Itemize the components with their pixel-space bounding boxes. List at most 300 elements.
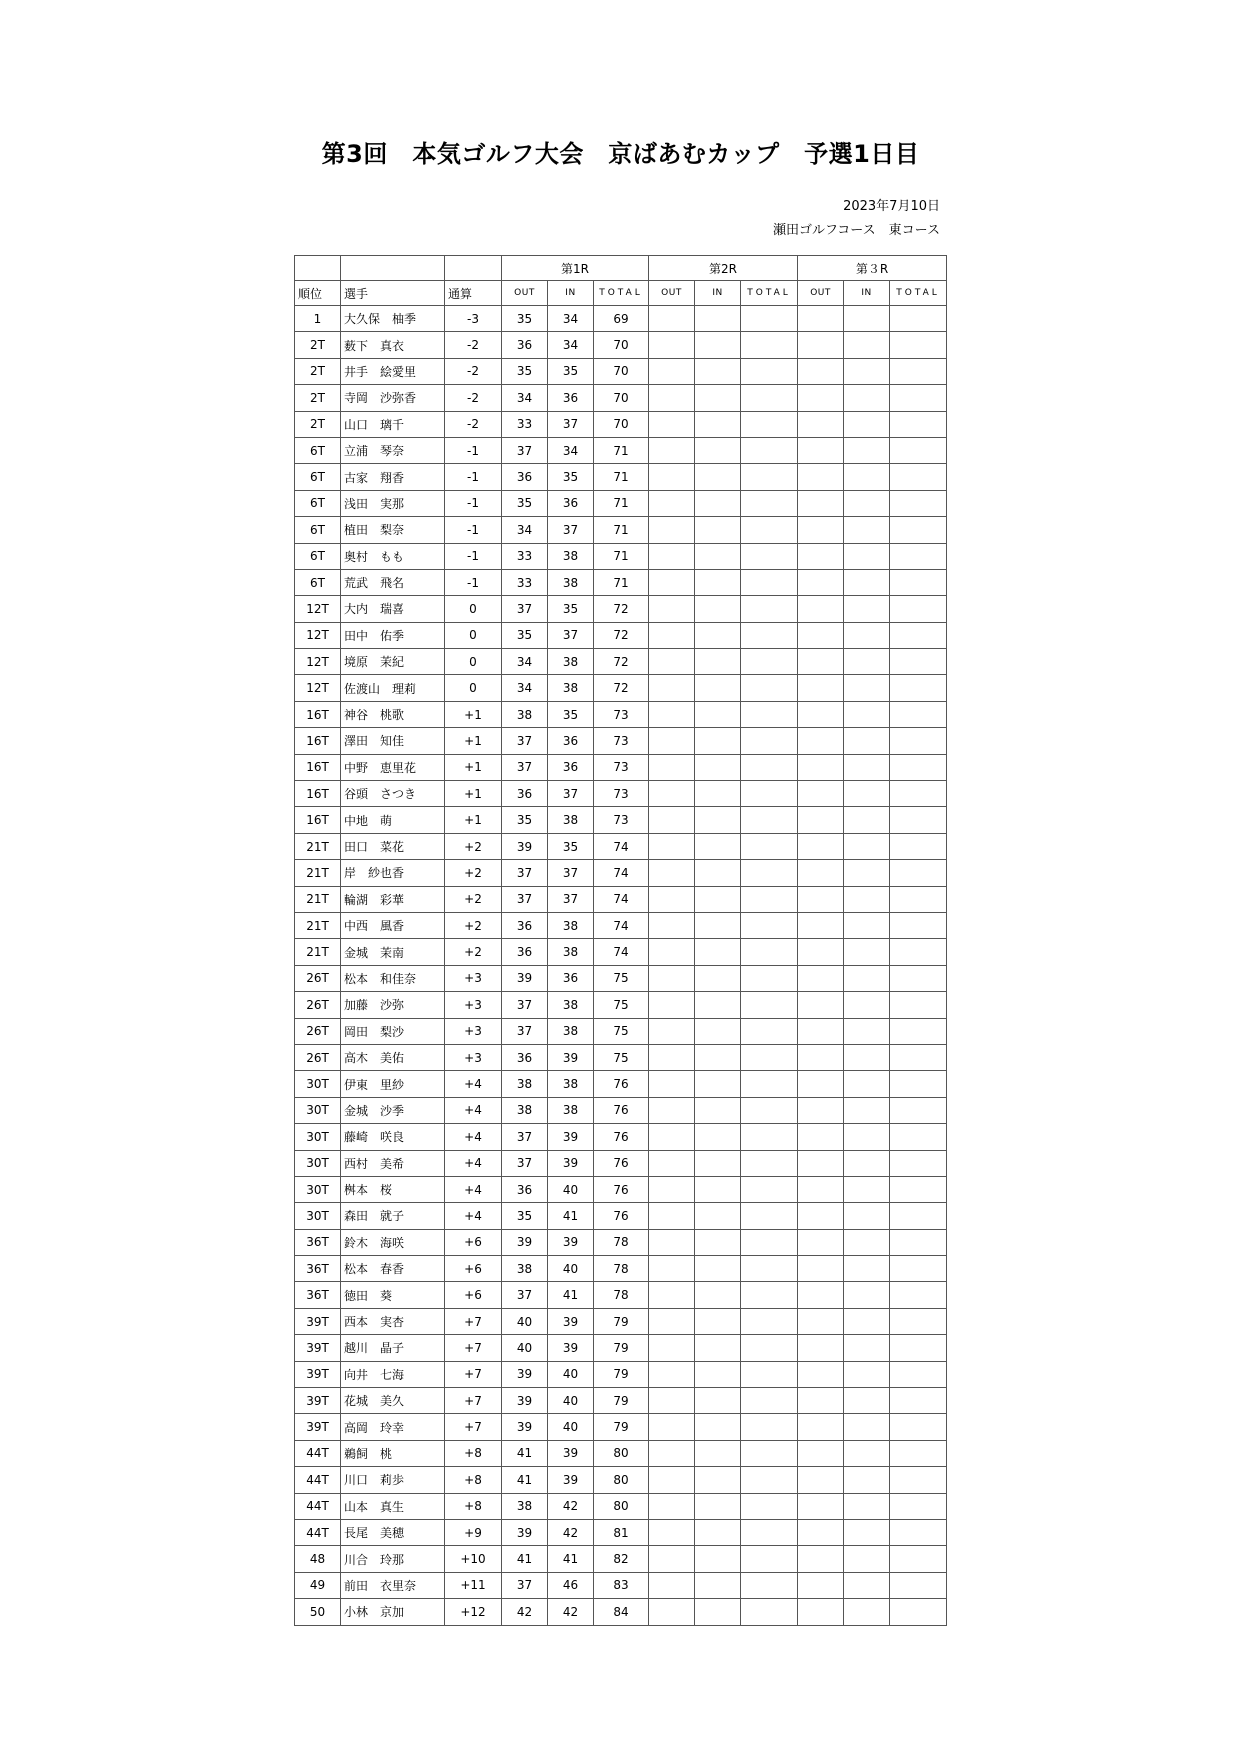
r2-total-cell (741, 1335, 798, 1361)
rank-cell: 44T (295, 1519, 341, 1545)
r1-in-cell: 41 (548, 1203, 594, 1229)
player-name-cell: 植田 梨奈 (341, 517, 445, 543)
player-name-cell: 寺岡 沙弥香 (341, 385, 445, 411)
r3-total-cell (890, 675, 947, 701)
r2-in-cell (695, 596, 741, 622)
r3-in-cell (844, 517, 890, 543)
r2-in-cell (695, 464, 741, 490)
r3-total-cell (890, 543, 947, 569)
rank-cell: 49 (295, 1572, 341, 1598)
r3-in-cell (844, 464, 890, 490)
table-row (295, 701, 947, 727)
r2-in-cell (695, 860, 741, 886)
rank-cell: 39T (295, 1335, 341, 1361)
r1-in-cell: 39 (548, 1335, 594, 1361)
r1-total-cell: 76 (594, 1203, 649, 1229)
r2-total-cell (741, 1361, 798, 1387)
r2-out-cell (649, 1493, 695, 1519)
r1-in-cell: 38 (548, 569, 594, 595)
player-name-cell: 川合 玲那 (341, 1546, 445, 1572)
table-row (295, 912, 947, 938)
rank-cell: 6T (295, 569, 341, 595)
table-row (295, 1519, 947, 1545)
r3-out-cell (798, 1361, 844, 1387)
player-name-cell: 向井 七海 (341, 1361, 445, 1387)
rank-cell: 48 (295, 1546, 341, 1572)
r3-out-cell (798, 965, 844, 991)
rank-cell: 26T (295, 1044, 341, 1070)
r2-out-cell (649, 1414, 695, 1440)
player-name-cell: 鈴木 海咲 (341, 1229, 445, 1255)
r1-out-cell: 36 (502, 1176, 548, 1202)
r1-total-cell: 84 (594, 1599, 649, 1625)
player-name-cell: 古家 翔香 (341, 464, 445, 490)
r2-total-cell (741, 1493, 798, 1519)
r3-in-cell (844, 385, 890, 411)
rank-cell: 36T (295, 1229, 341, 1255)
r3-total-cell (890, 1097, 947, 1123)
r1-in-cell: 41 (548, 1546, 594, 1572)
r2-in-cell (695, 701, 741, 727)
r3-in-cell (844, 912, 890, 938)
r1-in-cell: 36 (548, 965, 594, 991)
rank-cell: 44T (295, 1440, 341, 1466)
player-name-cell: 中西 風香 (341, 912, 445, 938)
r2-in-cell (695, 517, 741, 543)
total-par-cell: +12 (445, 1599, 502, 1625)
table-row (295, 1335, 947, 1361)
r1-out-cell: 37 (502, 437, 548, 463)
r2-total-cell (741, 1308, 798, 1334)
r3-in-cell (844, 1388, 890, 1414)
r1-in-cell: 38 (548, 543, 594, 569)
r3-total-cell (890, 1018, 947, 1044)
r1-out-cell: 37 (502, 728, 548, 754)
r1-in-cell: 39 (548, 1229, 594, 1255)
r3-in-cell (844, 490, 890, 516)
r1-in-cell: 38 (548, 1097, 594, 1123)
player-name-cell: 岡田 梨沙 (341, 1018, 445, 1044)
r3-out-cell (798, 1018, 844, 1044)
r1-out-cell: 41 (502, 1467, 548, 1493)
table-row (295, 833, 947, 859)
r1-total-cell: 76 (594, 1150, 649, 1176)
r1-total-cell: 76 (594, 1097, 649, 1123)
player-name-cell: 田口 菜花 (341, 833, 445, 859)
blank-header-cell (341, 256, 445, 281)
total-par-cell: 0 (445, 649, 502, 675)
r3-in-cell (844, 1018, 890, 1044)
r1-out-cell: 36 (502, 939, 548, 965)
r2-total-cell (741, 1388, 798, 1414)
total-par-cell: -2 (445, 411, 502, 437)
r1-out-cell: 40 (502, 1308, 548, 1334)
r2-in-cell (695, 543, 741, 569)
r3-out-cell (798, 675, 844, 701)
r3-total-header: TOTAL (890, 281, 947, 306)
r2-out-cell (649, 464, 695, 490)
player-name-cell: 山本 真生 (341, 1493, 445, 1519)
player-name-cell: 小林 京加 (341, 1599, 445, 1625)
total-par-cell: +2 (445, 860, 502, 886)
r1-total-cell: 70 (594, 358, 649, 384)
r2-total-cell (741, 807, 798, 833)
r3-out-cell (798, 490, 844, 516)
player-name-cell: 澤田 知佳 (341, 728, 445, 754)
r1-in-cell: 39 (548, 1308, 594, 1334)
r3-total-cell (890, 358, 947, 384)
r1-in-cell: 36 (548, 385, 594, 411)
rank-cell: 36T (295, 1256, 341, 1282)
r2-out-cell (649, 939, 695, 965)
r2-in-cell (695, 1572, 741, 1598)
table-row (295, 754, 947, 780)
r2-out-cell (649, 1388, 695, 1414)
r1-total-cell: 80 (594, 1493, 649, 1519)
total-par-cell: +3 (445, 965, 502, 991)
r1-in-cell: 36 (548, 728, 594, 754)
r2-in-cell (695, 1256, 741, 1282)
rank-cell: 16T (295, 728, 341, 754)
r3-in-cell (844, 1150, 890, 1176)
r1-out-cell: 34 (502, 649, 548, 675)
r3-out-cell (798, 1124, 844, 1150)
table-row (295, 1044, 947, 1070)
r2-total-cell (741, 1203, 798, 1229)
r2-total-cell (741, 358, 798, 384)
table-row (295, 886, 947, 912)
r2-total-cell (741, 701, 798, 727)
rank-cell: 30T (295, 1097, 341, 1123)
table-row (295, 649, 947, 675)
r3-out-cell (798, 1176, 844, 1202)
r1-in-cell: 37 (548, 781, 594, 807)
r1-total-cell: 72 (594, 596, 649, 622)
r1-total-cell: 70 (594, 332, 649, 358)
r3-total-cell (890, 1414, 947, 1440)
table-row (295, 517, 947, 543)
player-name-cell: 高岡 玲幸 (341, 1414, 445, 1440)
round-1-header: 第1R (502, 256, 649, 281)
r2-total-cell (741, 1572, 798, 1598)
r2-in-header: IN (695, 281, 741, 306)
r2-total-cell (741, 1467, 798, 1493)
r1-in-cell: 35 (548, 358, 594, 384)
r2-out-cell (649, 1097, 695, 1123)
r2-in-cell (695, 912, 741, 938)
r2-in-cell (695, 490, 741, 516)
r2-out-cell (649, 332, 695, 358)
player-name-cell: 大久保 柚季 (341, 306, 445, 332)
r2-out-cell (649, 807, 695, 833)
r3-total-cell (890, 1335, 947, 1361)
table-row (295, 358, 947, 384)
r1-total-cell: 78 (594, 1282, 649, 1308)
r2-total-cell (741, 385, 798, 411)
r1-out-cell: 37 (502, 860, 548, 886)
r3-total-cell (890, 437, 947, 463)
r2-total-cell (741, 912, 798, 938)
r3-out-cell (798, 1546, 844, 1572)
r2-out-cell (649, 1546, 695, 1572)
table-row (295, 437, 947, 463)
table-row (295, 1229, 947, 1255)
total-par-cell: +7 (445, 1308, 502, 1334)
r3-in-cell (844, 860, 890, 886)
r2-in-cell (695, 1308, 741, 1334)
r3-total-cell (890, 411, 947, 437)
r2-total-cell (741, 306, 798, 332)
r3-in-cell (844, 1229, 890, 1255)
r1-in-cell: 42 (548, 1493, 594, 1519)
rank-cell: 21T (295, 939, 341, 965)
r2-in-cell (695, 569, 741, 595)
table-row (295, 1599, 947, 1625)
r3-in-cell (844, 1071, 890, 1097)
r3-out-cell (798, 1440, 844, 1466)
rank-cell: 30T (295, 1203, 341, 1229)
player-name-cell: 加藤 沙弥 (341, 992, 445, 1018)
r1-total-cell: 72 (594, 622, 649, 648)
r1-total-cell: 80 (594, 1467, 649, 1493)
table-row (295, 1203, 947, 1229)
r3-in-cell (844, 1124, 890, 1150)
r2-total-cell (741, 781, 798, 807)
total-par-cell: +9 (445, 1519, 502, 1545)
player-name-cell: 高木 美佑 (341, 1044, 445, 1070)
r2-in-cell (695, 1044, 741, 1070)
column-header-row (295, 281, 947, 306)
r1-out-cell: 41 (502, 1440, 548, 1466)
r2-out-cell (649, 1256, 695, 1282)
table-row (295, 306, 947, 332)
r2-total-cell (741, 411, 798, 437)
rank-cell: 2T (295, 411, 341, 437)
player-name-cell: 花城 美久 (341, 1388, 445, 1414)
rank-cell: 6T (295, 437, 341, 463)
r1-out-cell: 36 (502, 1044, 548, 1070)
r3-out-cell (798, 1467, 844, 1493)
r3-total-cell (890, 464, 947, 490)
table-row (295, 1572, 947, 1598)
r3-total-cell (890, 622, 947, 648)
table-row (295, 1176, 947, 1202)
r1-total-cell: 70 (594, 385, 649, 411)
results-table (294, 255, 947, 1626)
r3-out-cell (798, 701, 844, 727)
rank-cell: 30T (295, 1071, 341, 1097)
r3-out-cell (798, 833, 844, 859)
r3-in-cell (844, 675, 890, 701)
r1-out-cell: 37 (502, 1124, 548, 1150)
table-row (295, 675, 947, 701)
r3-in-cell (844, 1203, 890, 1229)
r3-total-cell (890, 781, 947, 807)
r2-total-cell (741, 1176, 798, 1202)
r2-in-cell (695, 1203, 741, 1229)
table-row (295, 569, 947, 595)
r1-total-cell: 73 (594, 754, 649, 780)
r1-out-cell: 37 (502, 596, 548, 622)
r3-in-cell (844, 358, 890, 384)
r2-total-cell (741, 886, 798, 912)
rank-cell: 50 (295, 1599, 341, 1625)
r3-in-cell (844, 781, 890, 807)
r1-total-cell: 81 (594, 1519, 649, 1545)
r2-total-cell (741, 1071, 798, 1097)
rank-cell: 30T (295, 1150, 341, 1176)
table-row (295, 464, 947, 490)
total-par-cell: +1 (445, 781, 502, 807)
r1-total-cell: 82 (594, 1546, 649, 1572)
player-name-cell: 藤崎 咲良 (341, 1124, 445, 1150)
r2-total-cell (741, 992, 798, 1018)
r1-in-cell: 38 (548, 675, 594, 701)
r1-in-cell: 39 (548, 1124, 594, 1150)
r2-total-cell (741, 675, 798, 701)
total-par-cell: -1 (445, 464, 502, 490)
r2-total-cell (741, 1124, 798, 1150)
player-name-cell: 神谷 桃歌 (341, 701, 445, 727)
r1-out-cell: 38 (502, 1256, 548, 1282)
r3-total-cell (890, 860, 947, 886)
player-header: 選手 (341, 281, 445, 306)
total-par-cell: +1 (445, 701, 502, 727)
player-name-cell: 西村 美希 (341, 1150, 445, 1176)
r3-in-cell (844, 728, 890, 754)
blank-header-cell (295, 256, 341, 281)
rank-cell: 6T (295, 543, 341, 569)
table-row (295, 965, 947, 991)
r3-out-cell (798, 1150, 844, 1176)
r1-out-cell: 35 (502, 358, 548, 384)
r1-total-cell: 74 (594, 833, 649, 859)
total-par-cell: +7 (445, 1414, 502, 1440)
r2-in-cell (695, 1599, 741, 1625)
r1-total-cell: 73 (594, 781, 649, 807)
r3-total-cell (890, 332, 947, 358)
r1-out-cell: 40 (502, 1335, 548, 1361)
table-row (295, 728, 947, 754)
table-row (295, 1256, 947, 1282)
r1-in-cell: 35 (548, 464, 594, 490)
event-venue: 瀬田ゴルフコース 東コース (772, 223, 940, 238)
player-name-cell: 大内 瑞喜 (341, 596, 445, 622)
r2-out-cell (649, 649, 695, 675)
r3-out-cell (798, 1256, 844, 1282)
table-row (295, 332, 947, 358)
r3-out-cell (798, 464, 844, 490)
r3-out-cell (798, 781, 844, 807)
r2-out-cell (649, 886, 695, 912)
r2-total-cell (741, 649, 798, 675)
table-row (295, 1018, 947, 1044)
r2-out-header: OUT (649, 281, 695, 306)
r2-in-cell (695, 1150, 741, 1176)
player-name-cell: 谷頭 さつき (341, 781, 445, 807)
r1-out-cell: 39 (502, 1519, 548, 1545)
r2-in-cell (695, 1282, 741, 1308)
r3-out-cell (798, 332, 844, 358)
r2-out-cell (649, 781, 695, 807)
r1-out-cell: 36 (502, 464, 548, 490)
r1-out-cell: 34 (502, 517, 548, 543)
r2-total-cell (741, 490, 798, 516)
total-par-cell: +4 (445, 1097, 502, 1123)
r3-total-cell (890, 833, 947, 859)
r3-in-cell (844, 1361, 890, 1387)
table-row (295, 992, 947, 1018)
total-par-cell: +4 (445, 1071, 502, 1097)
r3-out-cell (798, 1229, 844, 1255)
r3-out-cell (798, 939, 844, 965)
r3-in-cell (844, 807, 890, 833)
rank-cell: 6T (295, 517, 341, 543)
r2-in-cell (695, 807, 741, 833)
round-2-header: 第2R (649, 256, 798, 281)
r1-in-cell: 37 (548, 411, 594, 437)
r2-out-cell (649, 543, 695, 569)
r3-total-cell (890, 886, 947, 912)
total-par-cell: +4 (445, 1203, 502, 1229)
rank-cell: 6T (295, 490, 341, 516)
r2-out-cell (649, 1282, 695, 1308)
r1-total-cell: 71 (594, 543, 649, 569)
r2-out-cell (649, 1467, 695, 1493)
player-name-cell: 川口 莉歩 (341, 1467, 445, 1493)
r2-in-cell (695, 622, 741, 648)
r1-total-cell: 71 (594, 569, 649, 595)
r3-out-cell (798, 385, 844, 411)
total-par-cell: +1 (445, 728, 502, 754)
r2-out-cell (649, 912, 695, 938)
player-name-cell: 奥村 もも (341, 543, 445, 569)
r3-total-cell (890, 1124, 947, 1150)
table-row (295, 1282, 947, 1308)
r3-total-cell (890, 1493, 947, 1519)
table-row (295, 1493, 947, 1519)
r3-out-cell (798, 992, 844, 1018)
r3-total-cell (890, 1361, 947, 1387)
rank-cell: 12T (295, 622, 341, 648)
r3-in-cell (844, 833, 890, 859)
r3-total-cell (890, 649, 947, 675)
r3-in-cell (844, 939, 890, 965)
r3-total-cell (890, 385, 947, 411)
r2-out-cell (649, 701, 695, 727)
r3-out-cell (798, 912, 844, 938)
r2-in-cell (695, 1546, 741, 1572)
r2-total-cell (741, 833, 798, 859)
rank-cell: 1 (295, 306, 341, 332)
r1-in-cell: 42 (548, 1599, 594, 1625)
r3-total-cell (890, 912, 947, 938)
r1-total-cell: 73 (594, 701, 649, 727)
r3-out-cell (798, 1097, 844, 1123)
r1-out-cell: 39 (502, 1361, 548, 1387)
r3-total-cell (890, 1519, 947, 1545)
total-par-cell: 0 (445, 596, 502, 622)
r1-out-cell: 39 (502, 833, 548, 859)
r3-out-cell (798, 411, 844, 437)
table-row (295, 596, 947, 622)
rank-cell: 21T (295, 886, 341, 912)
r3-out-cell (798, 622, 844, 648)
r1-out-cell: 42 (502, 1599, 548, 1625)
r3-out-cell (798, 358, 844, 384)
r1-in-cell: 40 (548, 1414, 594, 1440)
r1-out-cell: 35 (502, 490, 548, 516)
